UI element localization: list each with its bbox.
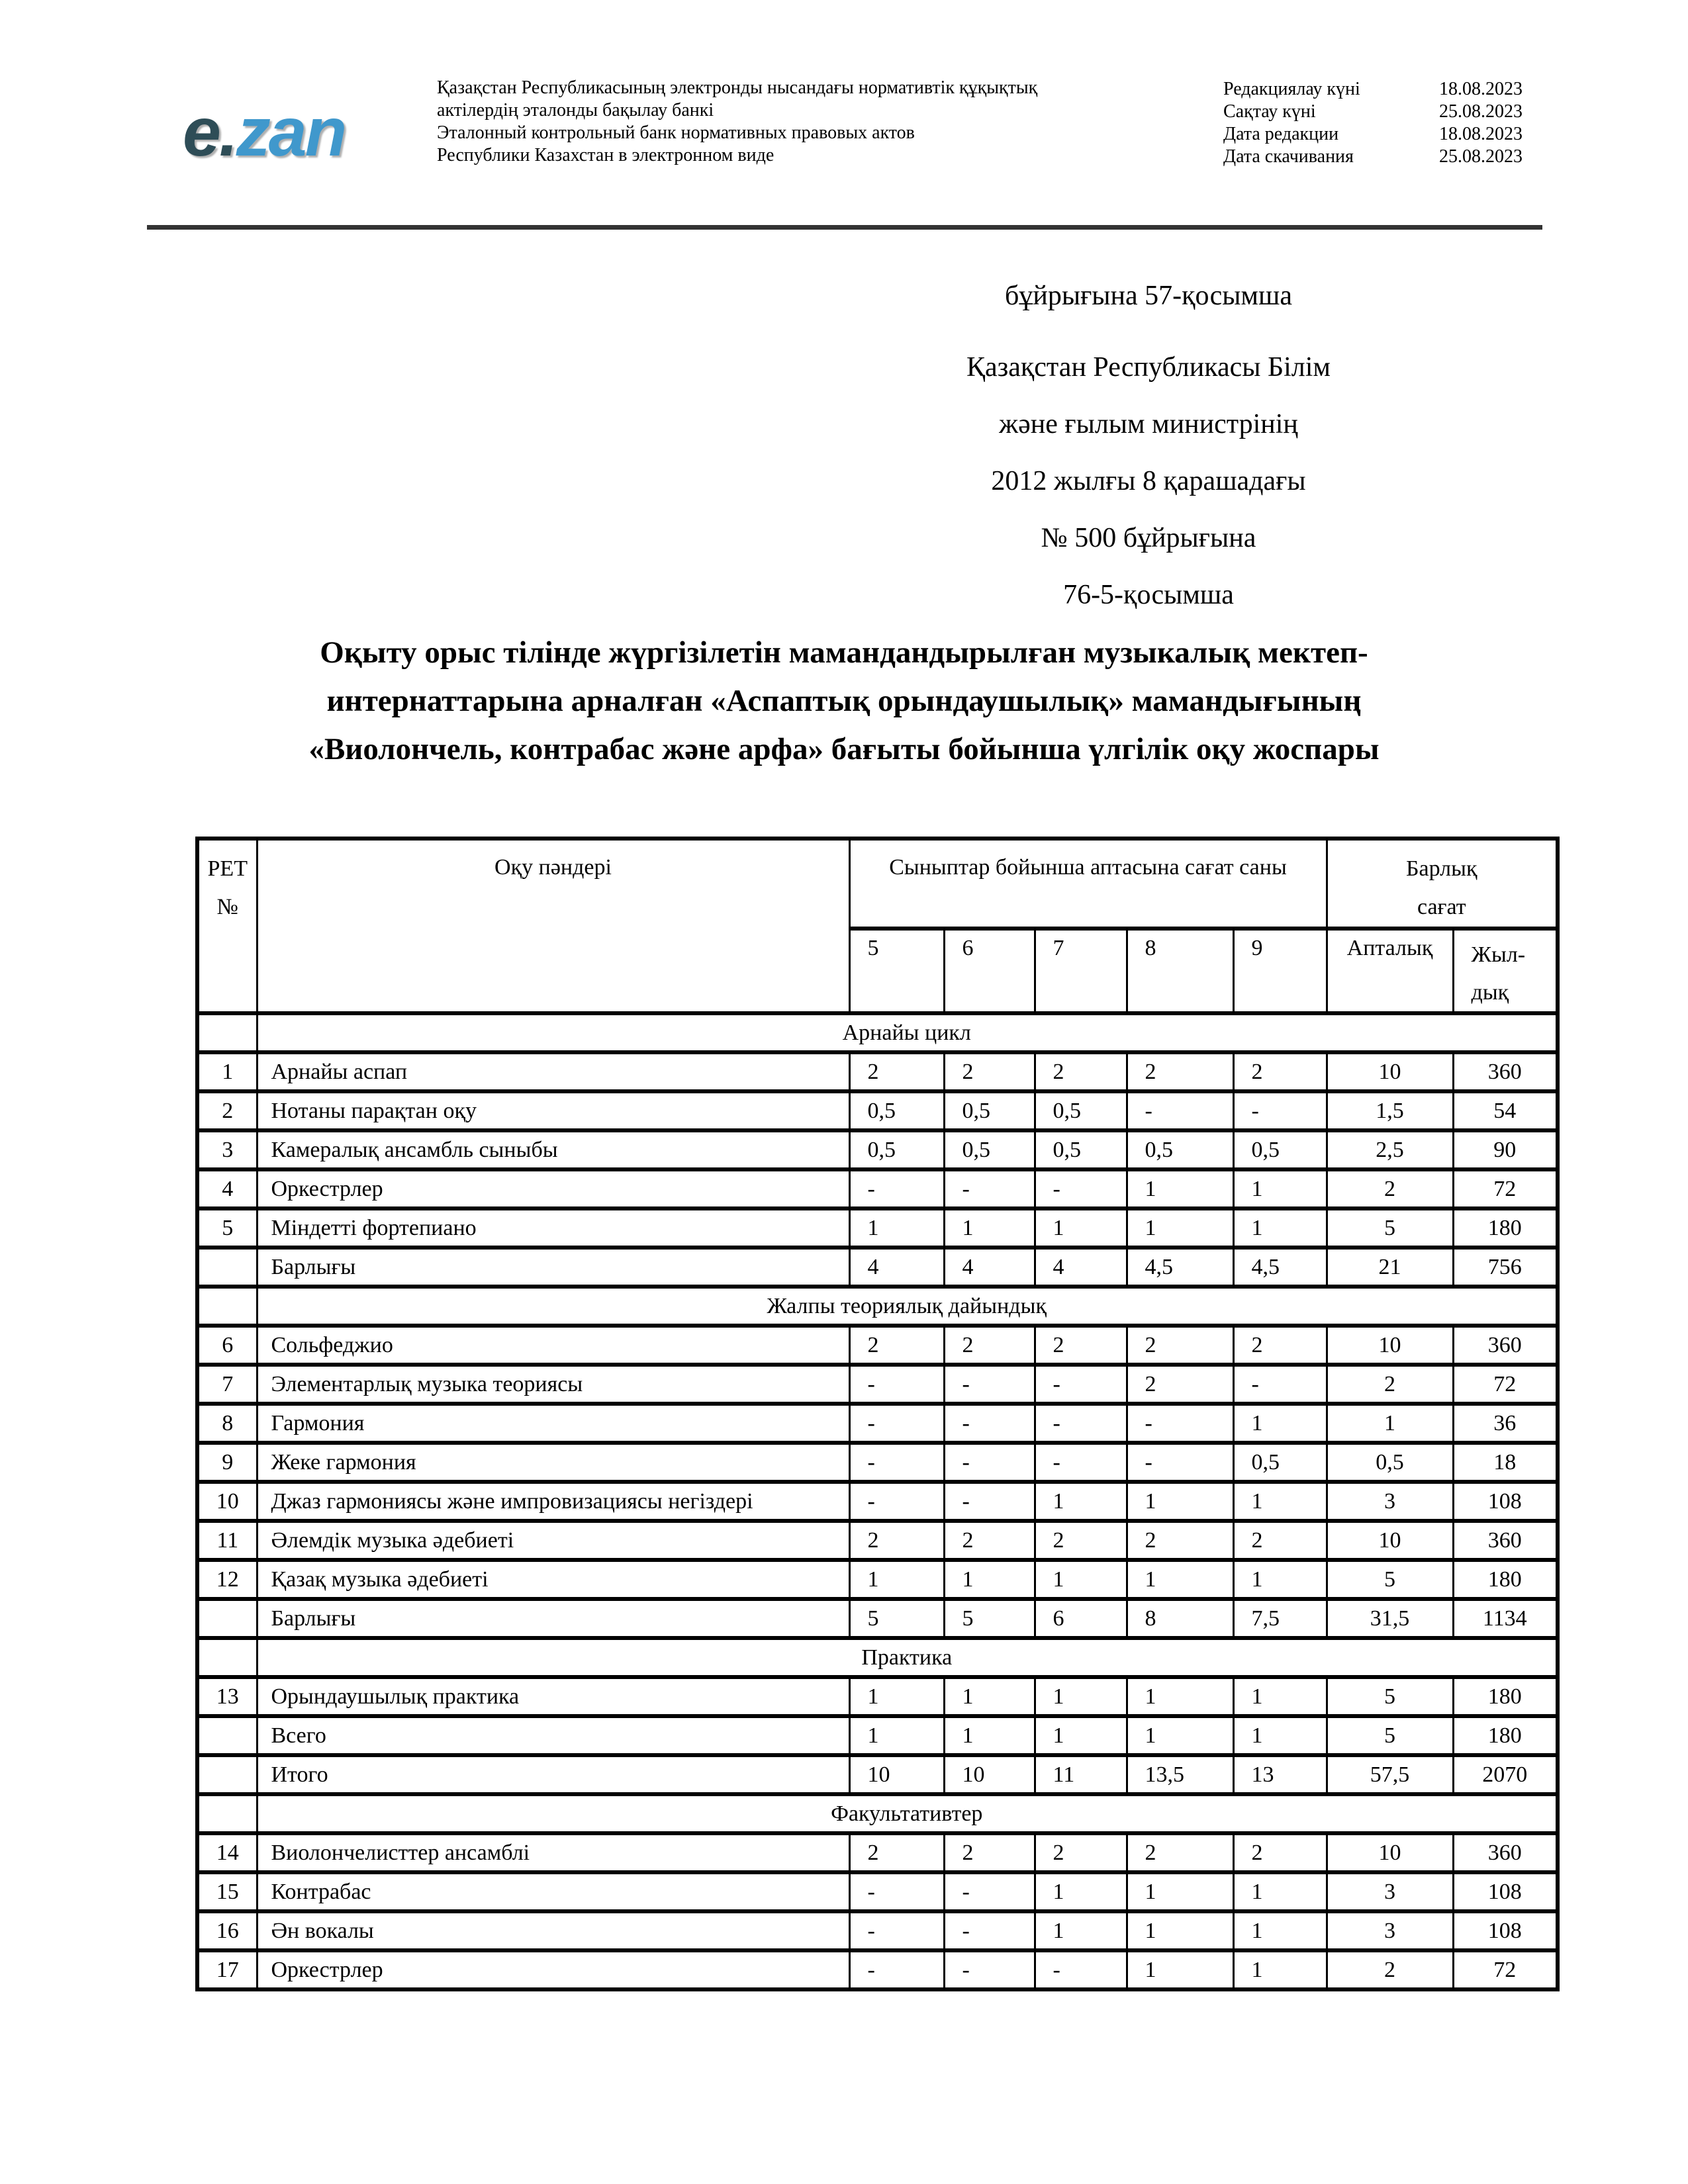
- hours-cell: 0,5: [944, 1130, 1035, 1169]
- ezan-logo: [183, 94, 346, 171]
- appendix-line: 2012 жылғы 8 қарашадағы: [991, 466, 1306, 496]
- yearly-total-cell: 72: [1453, 1950, 1558, 1989]
- section-title: Факультативтер: [257, 1794, 1558, 1833]
- subject-cell: Арнайы аспап: [257, 1052, 849, 1091]
- hours-cell: -: [944, 1443, 1035, 1482]
- col-header-class-6: 6: [944, 929, 1035, 1013]
- date-value: 18.08.2023: [1439, 79, 1523, 99]
- row-number-cell: 15: [197, 1872, 257, 1911]
- col-header-classes-span: Сыныптар бойынша аптасына сағат саны: [849, 839, 1327, 929]
- subject-cell: Итого: [257, 1755, 849, 1794]
- appendix-line: және ғылым министрінің: [999, 409, 1298, 439]
- hours-cell: 1: [944, 1677, 1035, 1716]
- hours-cell: 1: [944, 1716, 1035, 1755]
- hours-cell: 13,5: [1127, 1755, 1233, 1794]
- appendix-line: Қазақстан Республикасы Білім: [966, 352, 1331, 383]
- weekly-total-cell: 2: [1327, 1950, 1453, 1989]
- org-line: Қазақстан Республикасының электронды нысандағы нормативтік құқықтық: [437, 77, 1038, 98]
- hours-cell: 1: [1127, 1208, 1233, 1248]
- weekly-total-cell: 10: [1327, 1833, 1453, 1872]
- hours-cell: 1: [1127, 1872, 1233, 1911]
- hours-cell: 1: [1035, 1872, 1127, 1911]
- table-row: [197, 1560, 1558, 1599]
- subject-cell: Всего: [257, 1716, 849, 1755]
- hours-cell: 2: [944, 1326, 1035, 1365]
- hours-cell: 1: [1127, 1950, 1233, 1989]
- table-row: [197, 1208, 1558, 1248]
- weekly-total-cell: 5: [1327, 1560, 1453, 1599]
- table-row: [197, 1677, 1558, 1716]
- hours-cell: 1: [849, 1677, 944, 1716]
- yearly-total-cell: 180: [1453, 1560, 1558, 1599]
- table-row: [197, 1365, 1558, 1404]
- hours-cell: -: [944, 1404, 1035, 1443]
- table-row: [197, 1248, 1558, 1287]
- row-number-cell: 12: [197, 1560, 257, 1599]
- hours-cell: 0,5: [1233, 1130, 1327, 1169]
- row-number-cell: [197, 1599, 257, 1638]
- yearly-total-cell: 54: [1453, 1091, 1558, 1130]
- title-line: Оқыту орыс тілінде жүргізілетін мамандандырылған музыкалық мектеп-: [320, 635, 1368, 670]
- weekly-total-cell: 57,5: [1327, 1755, 1453, 1794]
- weekly-total-cell: 0,5: [1327, 1443, 1453, 1482]
- appendix-line: № 500 бұйрығына: [1041, 523, 1256, 553]
- hours-cell: -: [1035, 1950, 1127, 1989]
- weekly-total-cell: 3: [1327, 1482, 1453, 1521]
- yearly-total-cell: 360: [1453, 1326, 1558, 1365]
- appendix-line: 76-5-қосымша: [1063, 580, 1234, 610]
- table-row: [197, 1872, 1558, 1911]
- hours-cell: 1: [1035, 1560, 1127, 1599]
- hours-cell: 0,5: [849, 1130, 944, 1169]
- hours-cell: 2: [849, 1833, 944, 1872]
- section-title: Жалпы теориялық дайындық: [257, 1287, 1558, 1326]
- row-number-cell: [197, 1013, 257, 1052]
- subject-cell: Сольфеджио: [257, 1326, 849, 1365]
- hours-cell: 1: [1035, 1716, 1127, 1755]
- hours-cell: 2: [849, 1052, 944, 1091]
- yearly-total-cell: 90: [1453, 1130, 1558, 1169]
- date-label: Дата скачивания: [1223, 146, 1354, 167]
- hours-cell: 1: [849, 1716, 944, 1755]
- weekly-total-cell: 10: [1327, 1521, 1453, 1560]
- row-number-cell: 1: [197, 1052, 257, 1091]
- table-row: [197, 1482, 1558, 1521]
- hours-cell: 13: [1233, 1755, 1327, 1794]
- col-header-total-span: Барлық сағат: [1327, 839, 1558, 929]
- section-title: Арнайы цикл: [257, 1013, 1558, 1052]
- table-row: [197, 1169, 1558, 1208]
- row-number-cell: 3: [197, 1130, 257, 1169]
- hours-cell: -: [849, 1443, 944, 1482]
- yearly-total-cell: 360: [1453, 1052, 1558, 1091]
- hours-cell: 4: [849, 1248, 944, 1287]
- section-row: [197, 1794, 1558, 1833]
- row-number-cell: 5: [197, 1208, 257, 1248]
- row-number-cell: 10: [197, 1482, 257, 1521]
- hours-cell: 2: [849, 1326, 944, 1365]
- hours-cell: 1: [849, 1208, 944, 1248]
- row-number-cell: [197, 1755, 257, 1794]
- hours-cell: 1: [1233, 1482, 1327, 1521]
- hours-cell: 2: [1035, 1326, 1127, 1365]
- weekly-total-cell: 5: [1327, 1208, 1453, 1248]
- subject-cell: Барлығы: [257, 1599, 849, 1638]
- row-number-cell: [197, 1287, 257, 1326]
- hours-cell: -: [1035, 1169, 1127, 1208]
- hours-cell: 0,5: [944, 1091, 1035, 1130]
- weekly-total-cell: 5: [1327, 1716, 1453, 1755]
- hours-cell: 2: [1233, 1052, 1327, 1091]
- col-header-class-8: 8: [1127, 929, 1233, 1013]
- subject-cell: Жеке гармония: [257, 1443, 849, 1482]
- appendix-block: [761, 267, 1536, 623]
- subject-cell: Камералық ансамбль сыныбы: [257, 1130, 849, 1169]
- weekly-total-cell: 10: [1327, 1052, 1453, 1091]
- hours-cell: 1: [1127, 1169, 1233, 1208]
- hours-cell: 8: [1127, 1599, 1233, 1638]
- table-row: [197, 1755, 1558, 1794]
- yearly-total-cell: 18: [1453, 1443, 1558, 1482]
- hours-cell: 1: [1035, 1482, 1127, 1521]
- hours-cell: -: [849, 1950, 944, 1989]
- hours-cell: 2: [1233, 1326, 1327, 1365]
- title-line: «Виолончель, контрабас және арфа» бағыты бойынша үлгілік оқу жоспары: [308, 732, 1380, 766]
- org-line: актілердің эталонды бақылау банкі: [437, 100, 714, 120]
- hours-cell: -: [944, 1950, 1035, 1989]
- hours-cell: 2: [944, 1833, 1035, 1872]
- title-line: интернаттарына арналған «Аспаптық орындаушылық» мамандығының: [326, 684, 1362, 718]
- date-label: Сақтау күні: [1223, 101, 1316, 122]
- table-row: [197, 1599, 1558, 1638]
- table-row: [197, 1950, 1558, 1989]
- table-row: [197, 1130, 1558, 1169]
- hours-cell: 2: [944, 1521, 1035, 1560]
- weekly-total-cell: 1: [1327, 1404, 1453, 1443]
- section-row: [197, 1287, 1558, 1326]
- hours-cell: -: [849, 1404, 944, 1443]
- hours-cell: 1: [944, 1560, 1035, 1599]
- hours-cell: 1: [1233, 1169, 1327, 1208]
- hours-cell: 5: [944, 1599, 1035, 1638]
- yearly-total-cell: 2070: [1453, 1755, 1558, 1794]
- hours-cell: -: [1035, 1443, 1127, 1482]
- hours-cell: 4: [944, 1248, 1035, 1287]
- row-number-cell: [197, 1248, 257, 1287]
- hours-cell: 1: [849, 1560, 944, 1599]
- yearly-total-cell: 72: [1453, 1365, 1558, 1404]
- subject-cell: Міндетті фортепиано: [257, 1208, 849, 1248]
- hours-cell: 0,5: [1035, 1130, 1127, 1169]
- hours-cell: -: [1035, 1365, 1127, 1404]
- hours-cell: 2: [1035, 1052, 1127, 1091]
- table-row: [197, 1443, 1558, 1482]
- org-line: Республики Казахстан в электронном виде: [437, 145, 774, 165]
- section-title: Практика: [257, 1638, 1558, 1677]
- hours-cell: 6: [1035, 1599, 1127, 1638]
- col-header-yearly: Жыл- дық: [1453, 929, 1558, 1013]
- hours-cell: 10: [849, 1755, 944, 1794]
- row-number-cell: [197, 1716, 257, 1755]
- org-description: [437, 77, 1218, 167]
- row-number-cell: 14: [197, 1833, 257, 1872]
- subject-cell: Джаз гармониясы және импровизациясы негіздері: [257, 1482, 849, 1521]
- yearly-total-cell: 108: [1453, 1911, 1558, 1950]
- subject-cell: Нотаны парақтан оқу: [257, 1091, 849, 1130]
- section-row: [197, 1013, 1558, 1052]
- weekly-total-cell: 21: [1327, 1248, 1453, 1287]
- hours-cell: -: [849, 1872, 944, 1911]
- yearly-total-cell: 108: [1453, 1482, 1558, 1521]
- hours-cell: 1: [1233, 1677, 1327, 1716]
- yearly-total-cell: 180: [1453, 1716, 1558, 1755]
- hours-cell: -: [849, 1365, 944, 1404]
- hours-cell: 2: [1127, 1052, 1233, 1091]
- row-number-cell: [197, 1638, 257, 1677]
- hours-cell: 1: [1233, 1872, 1327, 1911]
- yearly-total-cell: 360: [1453, 1521, 1558, 1560]
- hours-cell: 2: [1127, 1365, 1233, 1404]
- col-header-weekly: Апталық: [1327, 929, 1453, 1013]
- table-body: [197, 1013, 1558, 1989]
- table-row: [197, 1833, 1558, 1872]
- hours-cell: 2: [1233, 1833, 1327, 1872]
- row-number-cell: 16: [197, 1911, 257, 1950]
- hours-cell: -: [1127, 1443, 1233, 1482]
- yearly-total-cell: 180: [1453, 1208, 1558, 1248]
- hours-cell: 2: [849, 1521, 944, 1560]
- hours-cell: 0,5: [1035, 1091, 1127, 1130]
- hours-cell: 4: [1035, 1248, 1127, 1287]
- hours-cell: 1: [1233, 1404, 1327, 1443]
- date-value: 18.08.2023: [1439, 124, 1523, 144]
- yearly-total-cell: 756: [1453, 1248, 1558, 1287]
- date-label: Редакциялау күні: [1223, 79, 1360, 99]
- table-row: [197, 1091, 1558, 1130]
- subject-cell: Оркестрлер: [257, 1950, 849, 1989]
- hours-cell: 1: [1233, 1208, 1327, 1248]
- hours-cell: -: [944, 1872, 1035, 1911]
- row-number-cell: [197, 1794, 257, 1833]
- subject-cell: Гармония: [257, 1404, 849, 1443]
- weekly-total-cell: 5: [1327, 1677, 1453, 1716]
- hours-cell: -: [1233, 1365, 1327, 1404]
- hours-cell: 1: [1233, 1560, 1327, 1599]
- hours-cell: -: [849, 1169, 944, 1208]
- weekly-total-cell: 31,5: [1327, 1599, 1453, 1638]
- hours-cell: 1: [1035, 1911, 1127, 1950]
- logo-prefix: e.: [183, 94, 236, 171]
- curriculum-table: [195, 837, 1560, 1991]
- table-row: [197, 1911, 1558, 1950]
- col-header-class-9: 9: [1233, 929, 1327, 1013]
- hours-cell: 1: [1127, 1482, 1233, 1521]
- yearly-total-cell: 72: [1453, 1169, 1558, 1208]
- weekly-total-cell: 2: [1327, 1365, 1453, 1404]
- table-row: [197, 1521, 1558, 1560]
- subject-cell: Барлығы: [257, 1248, 849, 1287]
- hours-cell: 11: [1035, 1755, 1127, 1794]
- hours-cell: -: [1127, 1404, 1233, 1443]
- hours-cell: -: [944, 1169, 1035, 1208]
- hours-cell: 10: [944, 1755, 1035, 1794]
- row-number-cell: 2: [197, 1091, 257, 1130]
- row-number-cell: 13: [197, 1677, 257, 1716]
- header-separator-rule: [147, 225, 1542, 230]
- hours-cell: 2: [1127, 1521, 1233, 1560]
- hours-cell: 1: [1127, 1677, 1233, 1716]
- table-row: [197, 1716, 1558, 1755]
- weekly-total-cell: 2,5: [1327, 1130, 1453, 1169]
- weekly-total-cell: 2: [1327, 1169, 1453, 1208]
- hours-cell: 2: [1127, 1326, 1233, 1365]
- subject-cell: Ән вокалы: [257, 1911, 849, 1950]
- table-head: [197, 839, 1558, 1013]
- hours-cell: 2: [1127, 1833, 1233, 1872]
- hours-cell: -: [849, 1482, 944, 1521]
- hours-cell: 1: [1233, 1950, 1327, 1989]
- weekly-total-cell: 3: [1327, 1872, 1453, 1911]
- col-header-order-no: РЕТ №: [197, 839, 257, 1013]
- section-row: [197, 1638, 1558, 1677]
- weekly-total-cell: 1,5: [1327, 1091, 1453, 1130]
- hours-cell: 0,5: [1233, 1443, 1327, 1482]
- table-row: [197, 1404, 1558, 1443]
- hours-cell: 1: [1127, 1560, 1233, 1599]
- row-number-cell: 17: [197, 1950, 257, 1989]
- row-number-cell: 6: [197, 1326, 257, 1365]
- hours-cell: -: [849, 1911, 944, 1950]
- document-title: [0, 629, 1688, 774]
- row-number-cell: 7: [197, 1365, 257, 1404]
- subject-cell: Әлемдік музыка әдебиеті: [257, 1521, 849, 1560]
- hours-cell: 1: [1127, 1716, 1233, 1755]
- hours-cell: 1: [1233, 1716, 1327, 1755]
- col-header-class-5: 5: [849, 929, 944, 1013]
- date-value: 25.08.2023: [1439, 146, 1523, 167]
- hours-cell: 5: [849, 1599, 944, 1638]
- hours-cell: 4,5: [1233, 1248, 1327, 1287]
- hours-cell: -: [944, 1911, 1035, 1950]
- hours-cell: 1: [1035, 1677, 1127, 1716]
- hours-cell: 0,5: [1127, 1130, 1233, 1169]
- row-number-cell: 4: [197, 1169, 257, 1208]
- hours-cell: -: [1035, 1404, 1127, 1443]
- hours-cell: 2: [1035, 1521, 1127, 1560]
- col-header-class-7: 7: [1035, 929, 1127, 1013]
- subject-cell: Қазақ музыка әдебиеті: [257, 1560, 849, 1599]
- hours-cell: 0,5: [849, 1091, 944, 1130]
- subject-cell: Орындаушылық практика: [257, 1677, 849, 1716]
- dates-block: [1223, 78, 1523, 168]
- logo-suffix: zan: [236, 94, 346, 171]
- table-row: [197, 1052, 1558, 1091]
- hours-cell: 2: [944, 1052, 1035, 1091]
- hours-cell: -: [1127, 1091, 1233, 1130]
- hours-cell: 7,5: [1233, 1599, 1327, 1638]
- date-label: Дата редакции: [1223, 124, 1339, 144]
- row-number-cell: 9: [197, 1443, 257, 1482]
- yearly-total-cell: 360: [1453, 1833, 1558, 1872]
- weekly-total-cell: 3: [1327, 1911, 1453, 1950]
- yearly-total-cell: 1134: [1453, 1599, 1558, 1638]
- org-line: Эталонный контрольный банк нормативных правовых актов: [437, 122, 915, 143]
- hours-cell: 4,5: [1127, 1248, 1233, 1287]
- weekly-total-cell: 10: [1327, 1326, 1453, 1365]
- subject-cell: Виолончелисттер ансамблі: [257, 1833, 849, 1872]
- yearly-total-cell: 36: [1453, 1404, 1558, 1443]
- hours-cell: -: [1233, 1091, 1327, 1130]
- hours-cell: -: [944, 1482, 1035, 1521]
- yearly-total-cell: 180: [1453, 1677, 1558, 1716]
- hours-cell: -: [944, 1365, 1035, 1404]
- hours-cell: 2: [1233, 1521, 1327, 1560]
- col-header-subjects: Оқу пәндері: [257, 839, 849, 1013]
- subject-cell: Контрабас: [257, 1872, 849, 1911]
- hours-cell: 1: [1035, 1208, 1127, 1248]
- subject-cell: Элементарлық музыка теориясы: [257, 1365, 849, 1404]
- table-row: [197, 1326, 1558, 1365]
- hours-cell: 1: [944, 1208, 1035, 1248]
- subject-cell: Оркестрлер: [257, 1169, 849, 1208]
- row-number-cell: 11: [197, 1521, 257, 1560]
- appendix-line: бұйрығына 57-қосымша: [1005, 281, 1292, 311]
- hours-cell: 1: [1127, 1911, 1233, 1950]
- row-number-cell: 8: [197, 1404, 257, 1443]
- hours-cell: 2: [1035, 1833, 1127, 1872]
- date-value: 25.08.2023: [1439, 101, 1523, 122]
- table-wrapper: [195, 837, 1560, 1991]
- yearly-total-cell: 108: [1453, 1872, 1558, 1911]
- hours-cell: 1: [1233, 1911, 1327, 1950]
